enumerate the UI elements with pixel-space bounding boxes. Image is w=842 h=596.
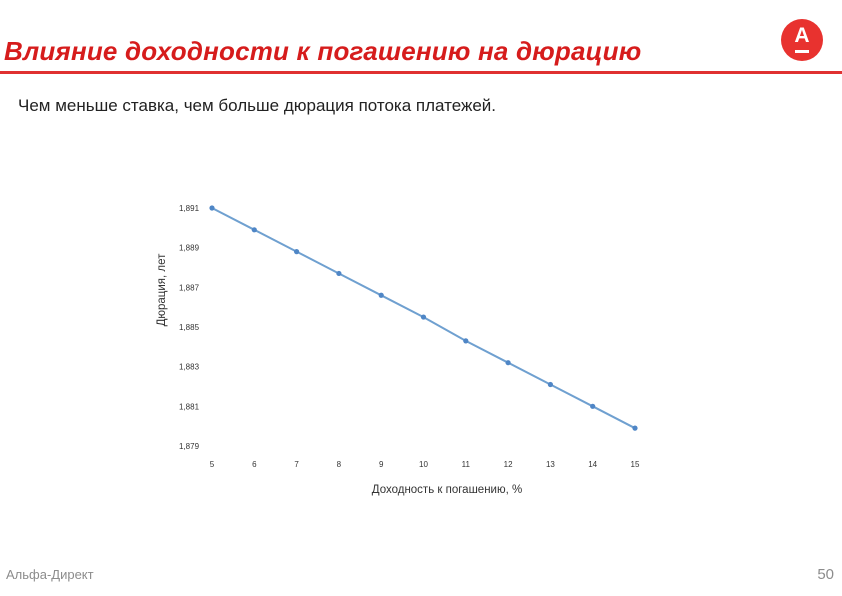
- y-tick-label: 1,891: [179, 204, 200, 213]
- data-point: [379, 293, 384, 298]
- x-tick-label: 10: [419, 460, 428, 469]
- x-tick-label: 9: [378, 460, 384, 469]
- x-tick-label: 12: [503, 460, 513, 469]
- data-point: [632, 426, 637, 431]
- y-tick-label: 1,887: [179, 283, 200, 293]
- x-tick-labels: [210, 460, 640, 469]
- x-tick-label: 13: [545, 460, 555, 469]
- x-tick-label: 6: [252, 460, 257, 469]
- footer-brand: Альфа-Директ: [6, 567, 94, 582]
- slide-subtitle: Чем меньше ставка, чем больше дюрация потока платежей.: [18, 96, 497, 115]
- y-tick-label: 1,881: [179, 402, 200, 412]
- x-tick-label: 5: [209, 460, 215, 469]
- data-point: [294, 249, 299, 254]
- y-tick-label: 1,889: [179, 243, 200, 253]
- y-tick-label: 1,883: [179, 362, 200, 372]
- x-axis-label: Доходность к погашению, %: [371, 484, 523, 496]
- data-point: [548, 382, 553, 387]
- y-tick-label: 1,879: [179, 442, 200, 451]
- data-point: [590, 404, 595, 409]
- y-tick-labels: [179, 204, 200, 451]
- data-point: [336, 271, 341, 276]
- x-tick-label: 14: [588, 460, 598, 469]
- data-point: [506, 360, 511, 365]
- y-tick-label: 1,885: [179, 323, 200, 332]
- data-point: [209, 205, 214, 210]
- y-axis-label: Дюрация, лет: [156, 253, 168, 327]
- x-tick-label: 8: [336, 460, 342, 469]
- page-number: 50: [817, 566, 834, 583]
- x-tick-label: 11: [461, 460, 470, 469]
- data-point: [463, 338, 468, 343]
- logo-letter: А: [794, 24, 810, 47]
- data-point: [421, 314, 426, 319]
- x-tick-label: 15: [630, 460, 640, 469]
- data-point: [252, 227, 257, 232]
- x-tick-label: 7: [294, 460, 299, 469]
- slide-title: Влияние доходности к погашению на дюрацию: [4, 36, 642, 66]
